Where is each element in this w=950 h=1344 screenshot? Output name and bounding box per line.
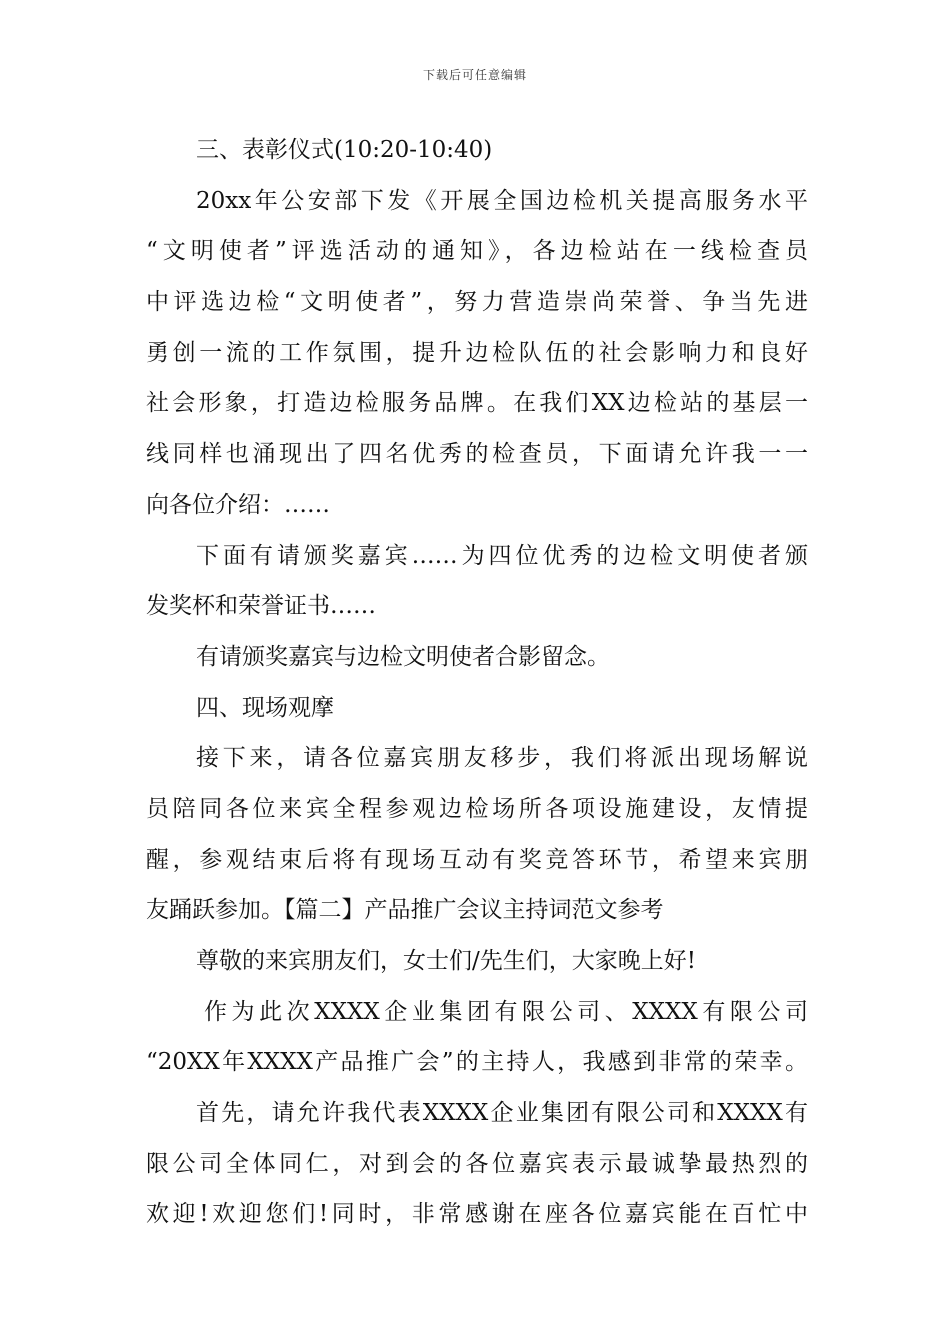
section-heading-tour: 四、现场观摩 (196, 694, 334, 721)
paragraph-line: 有请颁奖嘉宾与边检文明使者合影留念。 (196, 643, 610, 670)
paragraph-line: 醒，参观结束后将有现场互动有奖竞答环节，希望来宾朋 (146, 846, 808, 873)
page-header-note: 下载后可任意编辑 (422, 68, 527, 82)
paragraph-line: “文明使者”评选活动的通知》，各边检站在一线检查员 (146, 238, 808, 265)
paragraph-line: 20xx年公安部下发《开展全国边检机关提高服务水平 (196, 187, 808, 214)
paragraph-line: 线同样也涌现出了四名优秀的检查员，下面请允许我一一 (146, 441, 808, 468)
document-body (146, 131, 808, 1246)
paragraph-line: “20XX年XXXX产品推广会”的主持人，我感到非常的荣幸。 (146, 1049, 808, 1076)
paragraph-line: 友踊跃参加。【篇二】产品推广会议主持词范文参考 (146, 897, 664, 924)
paragraph-line: 尊敬的来宾朋友们，女士们/先生们，大家晚上好! (196, 948, 696, 974)
paragraph-line: 下面有请颁奖嘉宾……为四位优秀的边检文明使者颁 (196, 542, 808, 569)
paragraph-line: 社会形象，打造边检服务品牌。在我们XX边检站的基层一 (146, 390, 808, 417)
paragraph-line: 欢迎!欢迎您们!同时，非常感谢在座各位嘉宾能在百忙中 (146, 1201, 808, 1228)
paragraph-line: 中评选边检“文明使者”，努力营造崇尚荣誉、争当先进 (146, 289, 808, 316)
paragraph-line: 发奖杯和荣誉证书…… (146, 593, 376, 620)
paragraph-line: 限公司全体同仁，对到会的各位嘉宾表示最诚挚最热烈的 (146, 1150, 808, 1177)
paragraph-line: 勇创一流的工作氛围，提升边检队伍的社会影响力和良好 (146, 339, 808, 366)
paragraph-line: 首先，请允许我代表XXXX企业集团有限公司和XXXX有 (196, 1100, 808, 1127)
paragraph-line: 接下来，请各位嘉宾朋友移步，我们将派出现场解说 (196, 745, 808, 772)
paragraph-line: 向各位介绍：…… (146, 491, 330, 518)
paragraph-line: 作为此次XXXX企业集团有限公司、XXXX有限公司 (204, 998, 808, 1025)
section-heading-awards: 三、表彰仪式(10:20-10:40) (196, 137, 493, 163)
paragraph-line: 员陪同各位来宾全程参观边检场所各项设施建设，友情提 (146, 795, 808, 822)
